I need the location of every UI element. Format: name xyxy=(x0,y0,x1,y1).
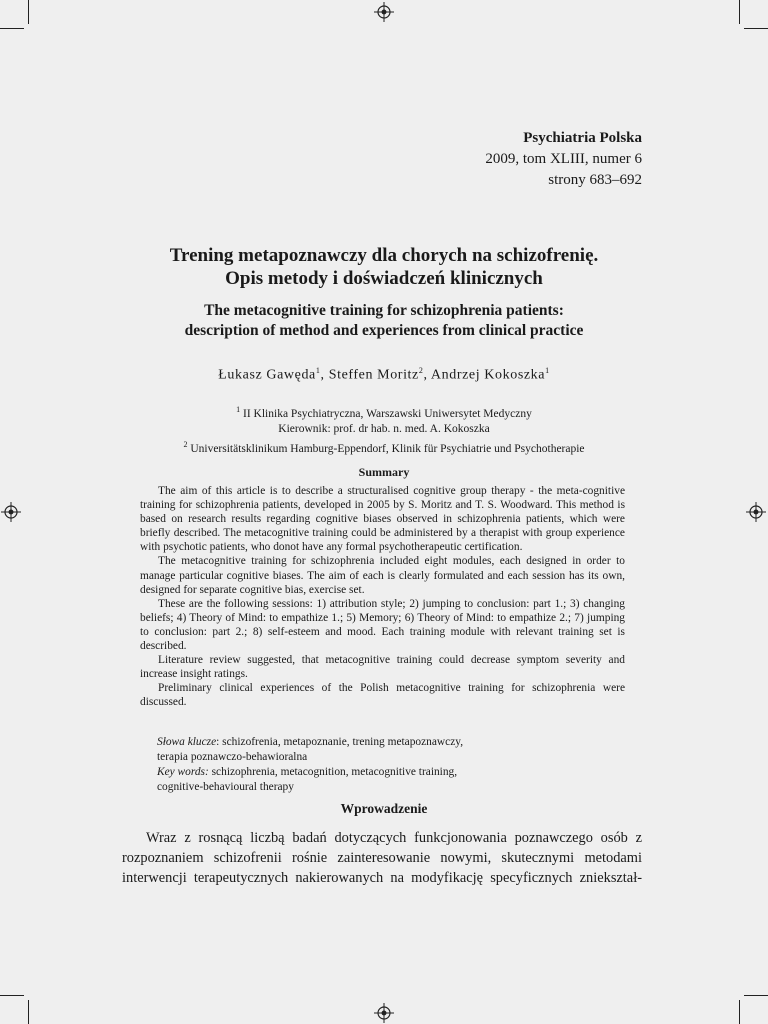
author-name: Andrzej Kokoszka xyxy=(430,367,546,383)
author-sup: 1 xyxy=(545,366,550,375)
crop-mark-bottom-left-v xyxy=(28,1000,29,1024)
intro-body xyxy=(122,828,642,888)
journal-name: Psychiatria Polska xyxy=(523,130,642,146)
journal-info xyxy=(485,128,642,191)
keywords-en-label: Key words: xyxy=(157,766,209,778)
keywords xyxy=(157,735,463,795)
intro-heading: Wprowadzenie xyxy=(340,801,428,816)
author-name: Łukasz Gawęda xyxy=(218,367,316,383)
title-polish-line2: Opis metody i doświadczeń klinicznych xyxy=(225,268,543,289)
journal-issue: 2009, tom XLIII, numer 6 xyxy=(485,151,642,167)
summary-paragraph: Literature review suggested, that metacognitive training could decrease symptom severity and increase insight ratings. xyxy=(140,654,625,681)
crop-mark-bottom-right-v xyxy=(739,1000,740,1024)
summary-body xyxy=(140,484,625,710)
summary-paragraph: Preliminary clinical experiences of the Polish metacognitive training for schizophrenia were discussed. xyxy=(140,682,625,709)
keywords-pl-label: Słowa klucze xyxy=(157,736,217,748)
title-english xyxy=(0,301,768,341)
keywords-en-text: schizophrenia, metacognition, metacognitive training, xyxy=(208,766,458,778)
journal-pages: strony 683–692 xyxy=(548,172,642,188)
affiliation-text: II Klinika Psychiatryczna, Warszawski Uniwersytet Medyczny xyxy=(240,407,532,420)
crop-mark-top-right-h xyxy=(744,28,768,29)
affiliation-2 xyxy=(0,437,768,457)
summary-heading: Summary xyxy=(358,465,410,479)
author-sup: 2 xyxy=(418,366,424,375)
keywords-pl-text: : schizofrenia, metapoznanie, trening metapoznawczy, xyxy=(216,736,464,748)
keywords-en-line1 xyxy=(157,765,463,780)
title-polish-line1: Trening metapoznawczy dla chorych na schizofrenię. xyxy=(169,245,599,266)
title-polish xyxy=(0,244,768,290)
affiliation-sup: 2 xyxy=(183,439,188,449)
affiliations xyxy=(0,402,768,457)
crop-mark-bottom-right-h xyxy=(744,995,768,996)
crop-mark-bottom-left-h xyxy=(0,995,24,996)
intro-paragraph: Wraz z rosnącą liczbą badań dotyczących funkcjonowania poznawczego osób z rozpoznaniem schizofrenii rośnie zainteresowanie nowymi, skutecznymi metodami interwencji terapeutycznych nakierowanych na modyfikację specyficznych zniekształ- xyxy=(122,830,642,886)
summary-paragraph: The aim of this article is to describe a structuralised cognitive group therapy - the meta-cognitive training for schizophrenia patients, developed in 2005 by S. Moritz and T. S. Woodward. This method is based on research results regarding cognitive biases observed in schizophrenia patients, which were briefly described. The metacognitive training could be administered by a therapist with group experience with psychotic patients, who donot have any formal psychotherapeutic certification. xyxy=(140,485,625,554)
registration-mark-icon xyxy=(1,502,21,522)
authors xyxy=(0,366,768,384)
crop-mark-top-left-h xyxy=(0,28,24,29)
affiliation-head: Kierownik: prof. dr hab. n. med. A. Kokoszka xyxy=(278,422,490,435)
crop-mark-top-left-v xyxy=(28,0,29,24)
summary-paragraph: These are the following sessions: 1) attribution style; 2) jumping to conclusion: part 1.; 3) changing beliefs; 4) Theory of Mind: to empathize 1.; 5) Memory; 6) Theory of Mind: to empathize 2.; 7) jumping to conclusion: part 2.; 8) self-esteem and mood. Each training module with relevant training set is described. xyxy=(140,597,625,653)
author-sep: , xyxy=(423,367,431,383)
author-sup: 1 xyxy=(315,366,321,375)
keywords-en-line2: cognitive-behavioural therapy xyxy=(157,781,294,793)
crop-mark-top-right-v xyxy=(739,0,740,24)
affiliation-sup: 1 xyxy=(236,405,241,414)
registration-mark-icon xyxy=(746,502,766,522)
registration-mark-icon xyxy=(374,1003,394,1023)
summary-paragraph: The metacognitive training for schizophrenia included eight modules, each designed in order to manage particular cognitive biases. The aim of each is clearly formulated and each session has its own, designed for separate cognitive bias, exercise set. xyxy=(140,555,625,596)
title-english-line2: description of method and experiences from clinical practice xyxy=(184,322,584,339)
keywords-pl-line2: terapia poznawczo-behawioralna xyxy=(157,751,308,763)
affiliation-text: Universitätsklinikum Hamburg-Eppendorf, Klinik für Psychiatrie und Psychotherapie xyxy=(187,442,585,455)
title-english-line1: The metacognitive training for schizophrenia patients: xyxy=(204,302,564,319)
registration-mark-icon xyxy=(374,2,394,22)
author-sep: , xyxy=(320,367,329,383)
keywords-pl-line1 xyxy=(157,735,463,750)
author-name: Steffen Moritz xyxy=(328,367,419,383)
affiliation-1 xyxy=(0,402,768,422)
